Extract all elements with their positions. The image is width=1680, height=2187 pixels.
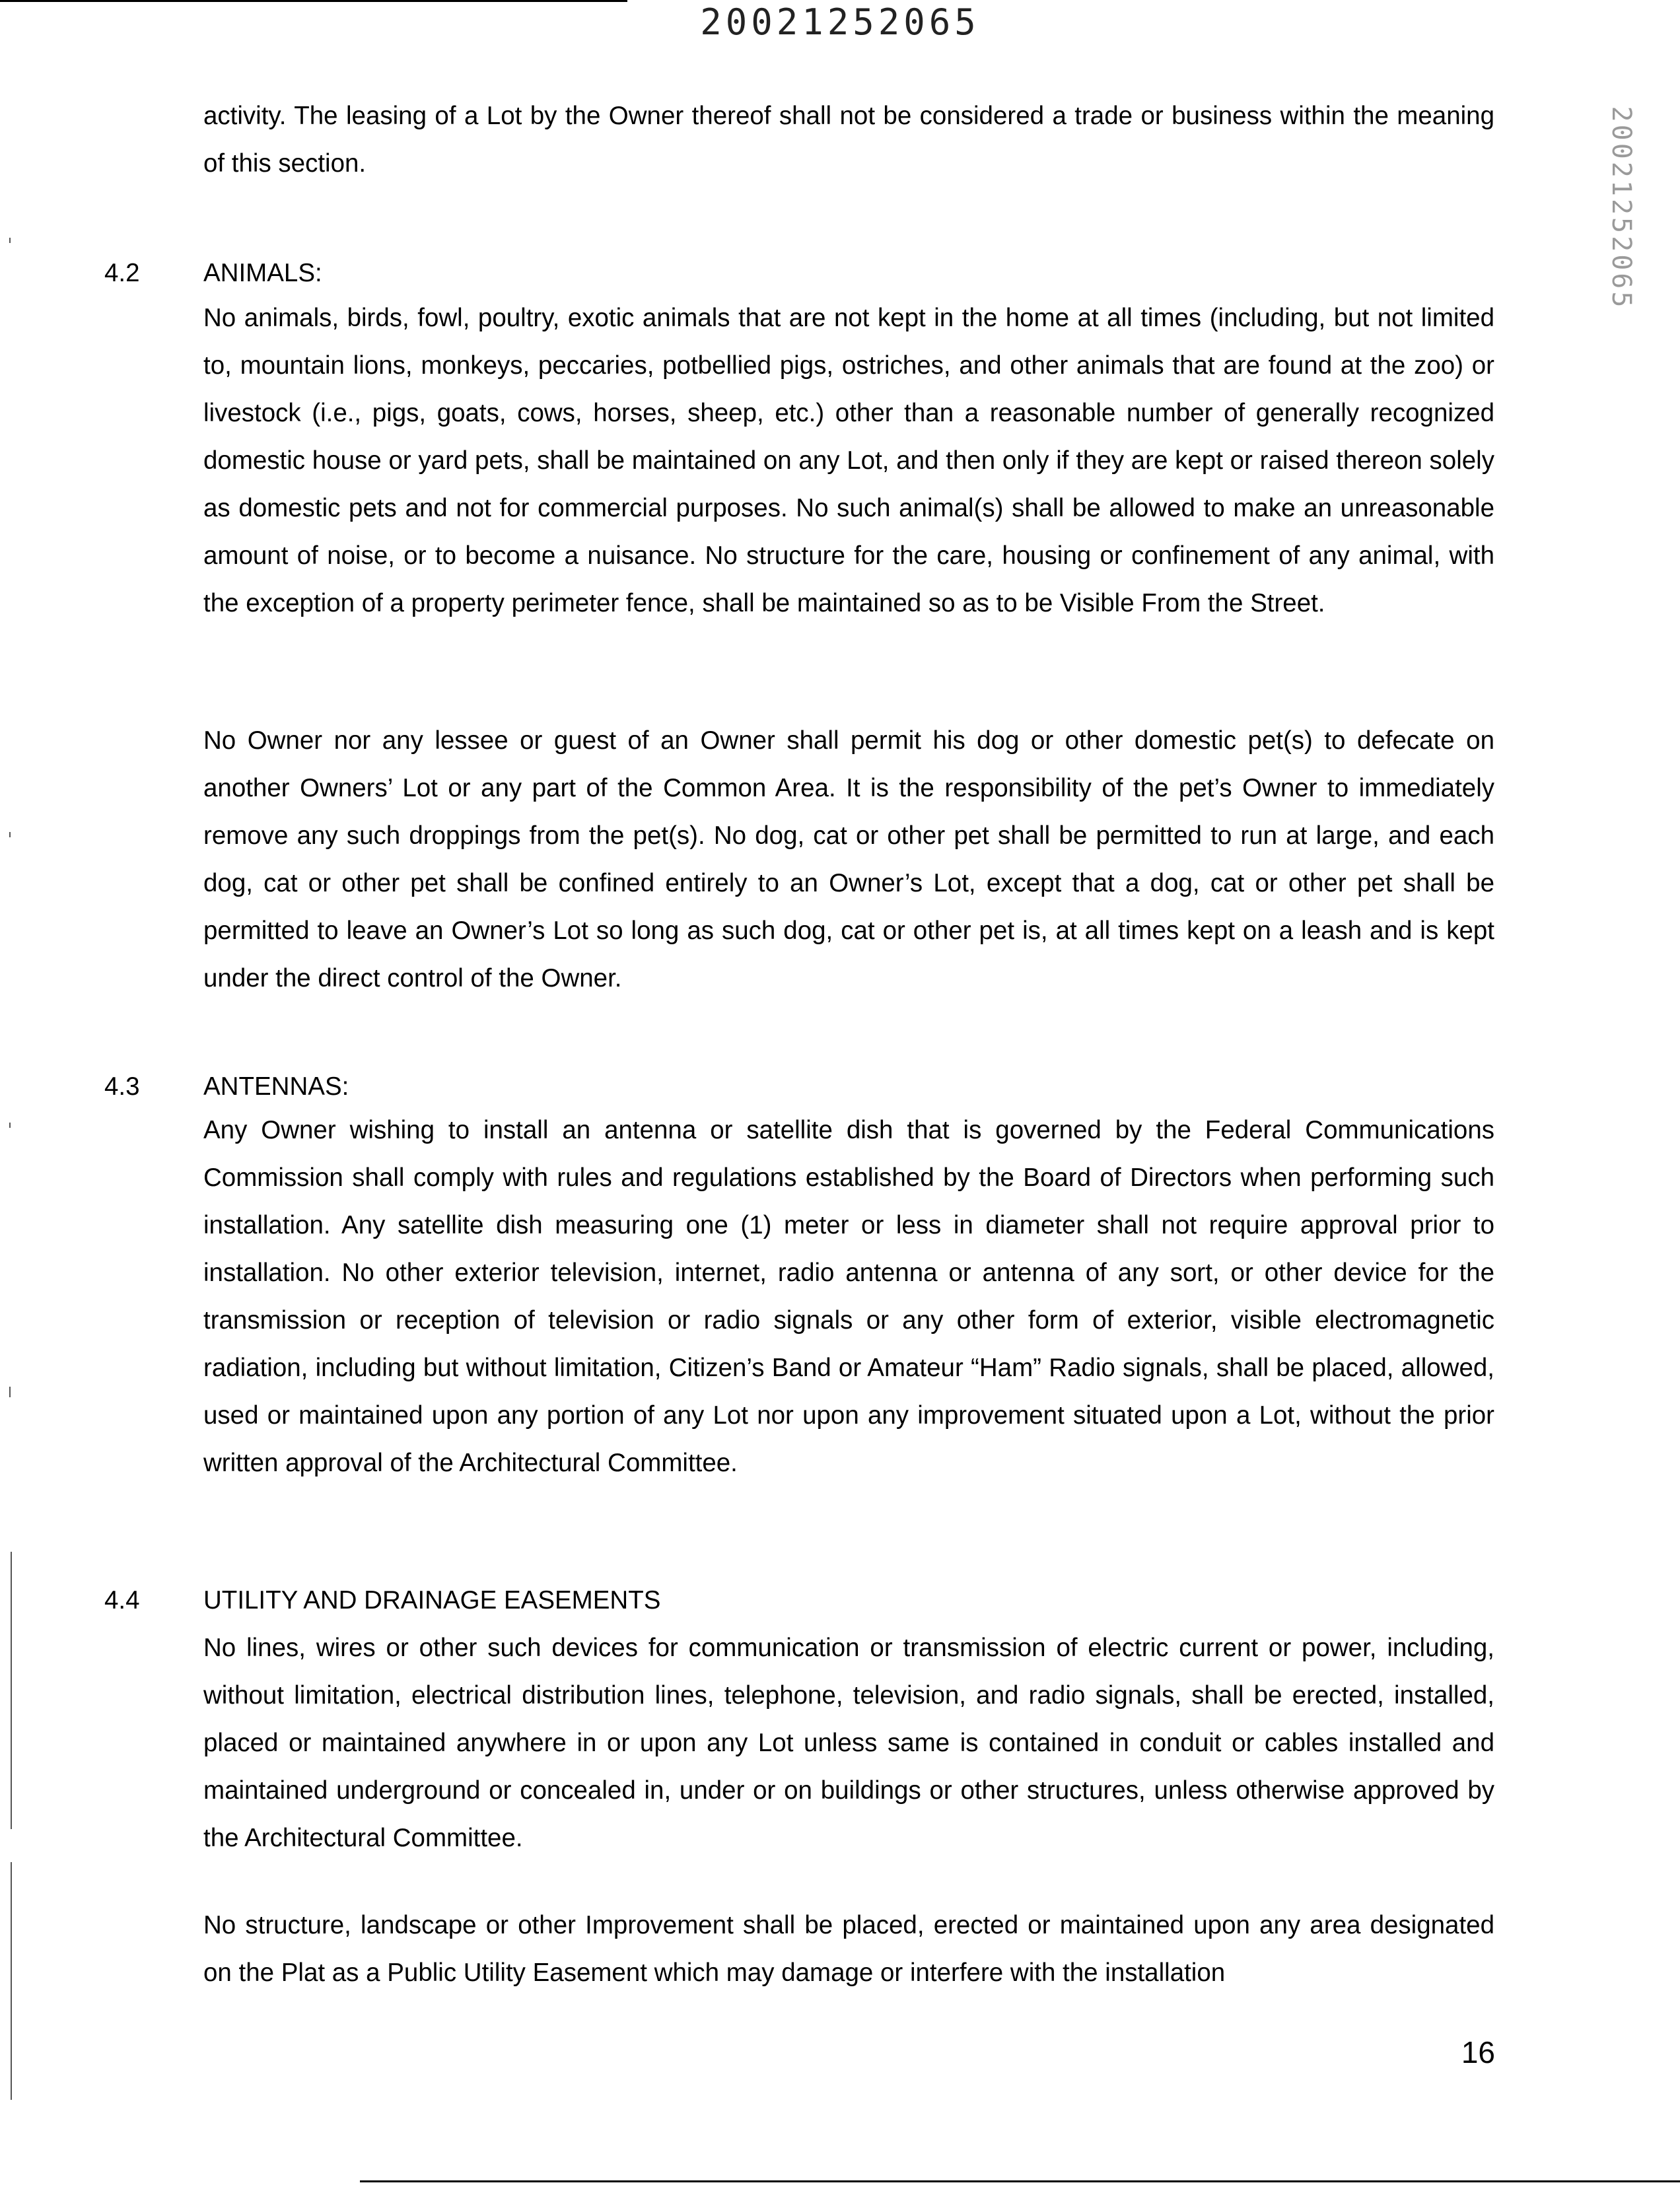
recording-number: 20021252065 [700,1,980,43]
side-stamp-text: 20021252065 [1606,106,1636,310]
section-title: ANTENNAS: [203,1072,349,1101]
section-number: 4.3 [104,1072,140,1101]
section-title: ANIMALS: [203,259,322,287]
section-title: UTILITY AND DRAINAGE EASEMENTS [203,1586,661,1614]
section-number: 4.4 [104,1586,140,1614]
intro-paragraph: activity. The leasing of a Lot by the Owner thereof shall not be considered a trade or business within the meaning of this section. [203,102,1494,178]
section-number: 4.2 [104,259,140,287]
section-paragraph: No animals, birds, fowl, poultry, exotic animals that are not kept in the home at all times (including, but not limited to, mountain lions, monkeys, peccaries, potbellied pigs, ostriches, and other animals that are found at the zoo) or livestock (i.e., pigs, goats, cows, horses, sheep, etc.) other than a reasonable number of generally recognized domestic house or yard pets, shall be maintained on any Lot, and then only if they are kept or raised thereon solely as domestic pets and not for commercial purposes. No such animal(s) shall be allowed to make an unreasonable amount of noise, or to become a nuisance. No structure for the care, housing or confinement of any animal, with the exception of a property perimeter fence, shall be maintained so as to be Visible From the Street. [203,304,1494,617]
section-paragraph: No structure, landscape or other Improvement shall be placed, erected or maintained upon any area designated on the Plat as a Public Utility Easement which may damage or interfere with the installation [203,1911,1494,1987]
section-paragraph: Any Owner wishing to install an antenna or satellite dish that is governed by the Federal Communications Commission shall comply with rules and regulations established by the Board of Directors when performing such installation. Any satellite dish measuring one (1) meter or less in diameter shall not require approval prior to installation. No other exterior television, internet, radio antenna or antenna of any sort, or other device for the transmission or reception of television or radio signals or any other form of exterior, visible electromagnetic radiation, including but without limitation, Citizen’s Band or Amateur “Ham” Radio signals, shall be placed, allowed, used or maintained upon any portion of any Lot nor upon any improvement situated upon a Lot, without the prior written approval of the Architectural Committee. [203,1116,1494,1477]
page-number: 16 [1461,2035,1495,2069]
bottom-scan-rule [360,2180,1680,2182]
section-paragraph: No Owner nor any lessee or guest of an Owner shall permit his dog or other domestic pet(s) to defecate on another Owners’ Lot or any part of the Common Area. It is the responsibility of the pet’s Owner to immediately remove any such droppings from the pet(s). No dog, cat or other pet shall be permitted to run at large, and each dog, cat or other pet shall be confined entirely to an Owner’s Lot, except that a dog, cat or other pet shall be permitted to leave an Owner’s Lot so long as such dog, cat or other pet is, at all times kept on a leash and is kept under the direct control of the Owner. [203,726,1494,992]
section-paragraph: No lines, wires or other such devices for communication or transmission of electric current or power, including, without limitation, electrical distribution lines, telephone, television, and radio signals, shall be erected, installed, placed or maintained anywhere in or upon any Lot unless same is contained in conduit or cables installed and maintained underground or concealed in, under or on buildings or other structures, unless otherwise approved by the Architectural Committee. [203,1634,1494,1852]
